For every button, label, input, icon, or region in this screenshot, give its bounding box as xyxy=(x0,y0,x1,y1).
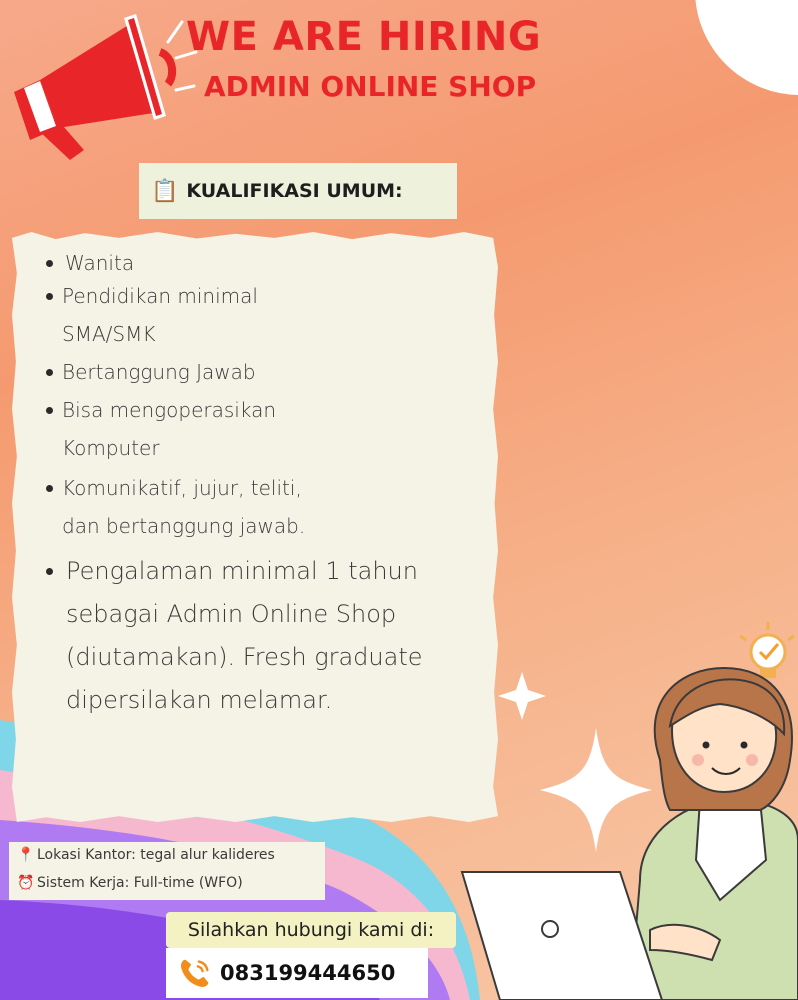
bullet xyxy=(46,568,53,575)
clipboard-icon: 📋 xyxy=(151,178,179,204)
list-item-text: dan bertanggung jawab. xyxy=(62,514,306,538)
list-item-text: Komunikatif, jujur, teliti, xyxy=(62,476,302,500)
bullet xyxy=(46,293,53,300)
qualifications-card xyxy=(12,232,498,822)
contact-label: Silahkan hubungi kami di: xyxy=(166,912,456,948)
list-item-text: SMA/SMK xyxy=(62,322,156,346)
woman-with-laptop-illustration xyxy=(462,668,798,1000)
phone-number[interactable]: 083199444650 xyxy=(220,961,396,985)
phone-box[interactable] xyxy=(166,948,428,998)
list-item-text: dipersilakan melamar. xyxy=(66,686,333,714)
corner-circle xyxy=(695,0,798,95)
bullet xyxy=(46,407,53,414)
list-item-text: Bisa mengoperasikan xyxy=(62,398,277,422)
qualifications-heading xyxy=(139,163,457,219)
list-item-text: sebagai Admin Online Shop xyxy=(66,600,397,628)
location-line xyxy=(17,847,275,863)
location-text: Lokasi Kantor: tegal alur kalideres xyxy=(37,847,275,863)
worktime-line xyxy=(17,875,243,891)
hiring-title: WE ARE HIRING xyxy=(186,14,542,60)
sparkle-small xyxy=(498,672,546,720)
sparkle-large xyxy=(540,728,652,852)
bullet xyxy=(46,485,53,492)
job-subtitle: ADMIN ONLINE SHOP xyxy=(204,70,537,103)
list-item-text: Wanita xyxy=(65,251,135,275)
bullet xyxy=(46,369,53,376)
lightbulb-icon xyxy=(740,622,794,678)
pin-icon: 📍 xyxy=(17,847,35,863)
list-item-text: Pengalaman minimal 1 tahun xyxy=(66,557,418,585)
list-item-text: Komputer xyxy=(62,436,160,460)
list-item-text: Bertanggung Jawab xyxy=(62,360,256,384)
list-item-text: Pendidikan minimal xyxy=(62,284,258,308)
job-info-box xyxy=(9,842,325,900)
phone-icon xyxy=(176,954,214,992)
bullet xyxy=(46,260,53,267)
worktime-text: Sistem Kerja: Full-time (WFO) xyxy=(37,875,243,891)
megaphone-icon xyxy=(14,14,172,160)
qualifications-heading-text: KUALIFIKASI UMUM: xyxy=(186,180,403,202)
list-item-text: (diutamakan). Fresh graduate xyxy=(66,643,423,671)
alarm-clock-icon: ⏰ xyxy=(17,875,35,891)
